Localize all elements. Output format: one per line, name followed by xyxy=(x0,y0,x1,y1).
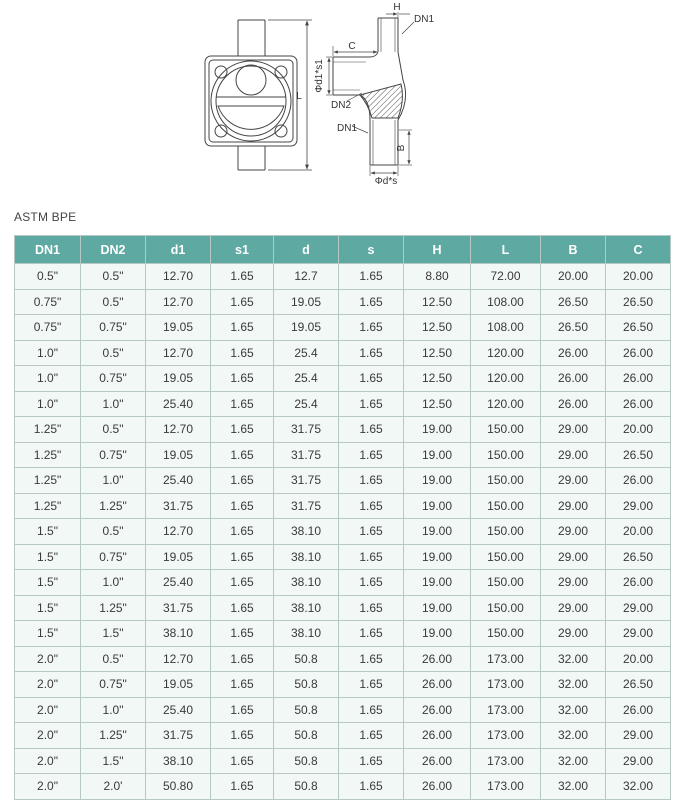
cell-s: 1.65 xyxy=(339,442,404,468)
cell-l: 173.00 xyxy=(471,748,541,774)
table-row xyxy=(15,697,671,723)
header-s: s xyxy=(339,236,404,264)
table-title: ASTM BPE xyxy=(14,210,77,224)
cell-d1: 25.40 xyxy=(146,570,211,596)
cell-c: 20.00 xyxy=(606,264,671,290)
cell-dn1: 2.0" xyxy=(15,697,81,723)
table-row xyxy=(15,646,671,672)
table-row xyxy=(15,468,671,494)
cell-d: 12.7 xyxy=(274,264,339,290)
cell-d1: 12.70 xyxy=(146,264,211,290)
cell-dn2: 1.25" xyxy=(81,493,146,519)
cell-h: 26.00 xyxy=(404,774,471,800)
table-row xyxy=(15,315,671,341)
cell-s1: 1.65 xyxy=(211,621,274,647)
dimension-table xyxy=(14,235,671,800)
cell-dn2: 1.0" xyxy=(81,570,146,596)
cell-d1: 31.75 xyxy=(146,595,211,621)
dimension-label-d-s: Φd*s xyxy=(374,176,398,187)
cell-d: 38.10 xyxy=(274,621,339,647)
cell-b: 29.00 xyxy=(541,570,606,596)
cell-s1: 1.65 xyxy=(211,264,274,290)
cell-c: 26.00 xyxy=(606,570,671,596)
cell-l: 72.00 xyxy=(471,264,541,290)
cell-s: 1.65 xyxy=(339,774,404,800)
cell-dn2: 0.5" xyxy=(81,340,146,366)
cell-h: 8.80 xyxy=(404,264,471,290)
cell-dn2: 1.0" xyxy=(81,468,146,494)
cell-h: 19.00 xyxy=(404,519,471,545)
cell-s1: 1.65 xyxy=(211,468,274,494)
cell-s: 1.65 xyxy=(339,595,404,621)
cell-h: 19.00 xyxy=(404,417,471,443)
cell-s: 1.65 xyxy=(339,315,404,341)
cell-l: 150.00 xyxy=(471,570,541,596)
cell-dn1: 1.25" xyxy=(15,493,81,519)
cell-dn2: 1.0" xyxy=(81,697,146,723)
table-row xyxy=(15,289,671,315)
cell-b: 29.00 xyxy=(541,442,606,468)
cell-c: 29.00 xyxy=(606,723,671,749)
header-dn2: DN2 xyxy=(81,236,146,264)
cell-l: 150.00 xyxy=(471,519,541,545)
cell-d: 25.4 xyxy=(274,391,339,417)
cell-dn2: 2.0' xyxy=(81,774,146,800)
cell-h: 26.00 xyxy=(404,672,471,698)
cell-d: 25.4 xyxy=(274,366,339,392)
cell-b: 29.00 xyxy=(541,544,606,570)
cell-d: 38.10 xyxy=(274,544,339,570)
cell-c: 20.00 xyxy=(606,519,671,545)
label-dn1-top: DN1 xyxy=(414,14,435,25)
cell-h: 12.50 xyxy=(404,366,471,392)
cell-c: 26.50 xyxy=(606,442,671,468)
cell-l: 150.00 xyxy=(471,468,541,494)
cell-d1: 19.05 xyxy=(146,544,211,570)
cell-b: 26.50 xyxy=(541,289,606,315)
cell-dn1: 1.25" xyxy=(15,468,81,494)
cell-c: 26.50 xyxy=(606,544,671,570)
table-row xyxy=(15,748,671,774)
cell-s: 1.65 xyxy=(339,621,404,647)
table-body xyxy=(15,264,671,800)
cell-l: 150.00 xyxy=(471,417,541,443)
cell-s1: 1.65 xyxy=(211,366,274,392)
cell-d: 31.75 xyxy=(274,468,339,494)
table-row xyxy=(15,672,671,698)
cell-h: 26.00 xyxy=(404,723,471,749)
table-row xyxy=(15,391,671,417)
cell-h: 12.50 xyxy=(404,289,471,315)
cell-s1: 1.65 xyxy=(211,570,274,596)
cell-b: 29.00 xyxy=(541,417,606,443)
cell-d1: 31.75 xyxy=(146,723,211,749)
header-dn1: DN1 xyxy=(15,236,81,264)
dimension-label-b: B xyxy=(396,144,407,152)
cell-s1: 1.65 xyxy=(211,646,274,672)
cell-c: 26.00 xyxy=(606,697,671,723)
cell-b: 26.00 xyxy=(541,366,606,392)
cell-l: 120.00 xyxy=(471,340,541,366)
cell-b: 32.00 xyxy=(541,748,606,774)
cell-c: 26.00 xyxy=(606,340,671,366)
cell-d: 31.75 xyxy=(274,493,339,519)
cell-d1: 38.10 xyxy=(146,748,211,774)
cell-d1: 19.05 xyxy=(146,442,211,468)
cell-c: 26.50 xyxy=(606,315,671,341)
cell-b: 29.00 xyxy=(541,468,606,494)
cell-b: 26.00 xyxy=(541,340,606,366)
cell-h: 19.00 xyxy=(404,570,471,596)
dimension-label-d1-s1: Φd1*s1 xyxy=(314,59,325,93)
table-row xyxy=(15,442,671,468)
table-row xyxy=(15,519,671,545)
cell-l: 150.00 xyxy=(471,595,541,621)
cell-l: 108.00 xyxy=(471,315,541,341)
label-dn2: DN2 xyxy=(331,100,352,111)
cell-s: 1.65 xyxy=(339,570,404,596)
cell-dn1: 1.25" xyxy=(15,417,81,443)
cell-c: 20.00 xyxy=(606,417,671,443)
cell-b: 29.00 xyxy=(541,621,606,647)
cell-h: 19.00 xyxy=(404,493,471,519)
cell-d: 31.75 xyxy=(274,417,339,443)
cell-dn1: 0.5" xyxy=(15,264,81,290)
cell-s1: 1.65 xyxy=(211,723,274,749)
header-b: B xyxy=(541,236,606,264)
cell-h: 19.00 xyxy=(404,442,471,468)
cell-c: 26.00 xyxy=(606,391,671,417)
cell-s1: 1.65 xyxy=(211,391,274,417)
cell-l: 173.00 xyxy=(471,672,541,698)
cell-h: 19.00 xyxy=(404,468,471,494)
cell-h: 12.50 xyxy=(404,315,471,341)
cell-d1: 38.10 xyxy=(146,621,211,647)
cell-l: 173.00 xyxy=(471,646,541,672)
cell-s: 1.65 xyxy=(339,417,404,443)
table-row xyxy=(15,570,671,596)
cell-s1: 1.65 xyxy=(211,493,274,519)
cell-d1: 19.05 xyxy=(146,315,211,341)
label-dn1-bottom: DN1 xyxy=(337,123,358,134)
cell-d1: 12.70 xyxy=(146,519,211,545)
cell-d1: 12.70 xyxy=(146,646,211,672)
cell-dn2: 0.5" xyxy=(81,289,146,315)
cell-h: 26.00 xyxy=(404,646,471,672)
cell-s1: 1.65 xyxy=(211,672,274,698)
cell-s: 1.65 xyxy=(339,493,404,519)
header-d1: d1 xyxy=(146,236,211,264)
cell-d: 38.10 xyxy=(274,519,339,545)
cell-dn1: 1.0" xyxy=(15,340,81,366)
cell-s: 1.65 xyxy=(339,468,404,494)
cell-dn1: 0.75" xyxy=(15,315,81,341)
cell-l: 150.00 xyxy=(471,544,541,570)
cell-dn2: 0.5" xyxy=(81,417,146,443)
cell-l: 173.00 xyxy=(471,697,541,723)
cell-d1: 25.40 xyxy=(146,468,211,494)
cell-l: 173.00 xyxy=(471,774,541,800)
cell-d: 19.05 xyxy=(274,289,339,315)
dimension-label-h: H xyxy=(393,2,401,13)
cell-dn2: 0.5" xyxy=(81,519,146,545)
cell-b: 20.00 xyxy=(541,264,606,290)
cell-d: 31.75 xyxy=(274,442,339,468)
cell-l: 150.00 xyxy=(471,442,541,468)
cell-s: 1.65 xyxy=(339,519,404,545)
cell-s: 1.65 xyxy=(339,340,404,366)
cell-d1: 19.05 xyxy=(146,672,211,698)
cell-b: 32.00 xyxy=(541,723,606,749)
cell-l: 120.00 xyxy=(471,391,541,417)
cell-b: 29.00 xyxy=(541,595,606,621)
table-header xyxy=(15,236,671,264)
cell-d1: 19.05 xyxy=(146,366,211,392)
cell-h: 12.50 xyxy=(404,391,471,417)
cell-dn2: 1.0" xyxy=(81,391,146,417)
cell-h: 19.00 xyxy=(404,544,471,570)
cell-c: 29.00 xyxy=(606,493,671,519)
cell-s1: 1.65 xyxy=(211,442,274,468)
header-row xyxy=(15,236,671,264)
cell-h: 19.00 xyxy=(404,595,471,621)
dimension-label-l: L xyxy=(296,91,302,102)
header-h: H xyxy=(404,236,471,264)
cell-dn2: 0.5" xyxy=(81,264,146,290)
cell-c: 26.50 xyxy=(606,289,671,315)
dimension-label-c: C xyxy=(348,41,356,52)
cell-dn1: 1.5" xyxy=(15,595,81,621)
cell-s1: 1.65 xyxy=(211,519,274,545)
header-c: C xyxy=(606,236,671,264)
cell-d: 50.8 xyxy=(274,697,339,723)
table-row xyxy=(15,493,671,519)
cell-d: 19.05 xyxy=(274,315,339,341)
cell-h: 26.00 xyxy=(404,748,471,774)
cell-dn2: 0.75" xyxy=(81,442,146,468)
cell-l: 150.00 xyxy=(471,493,541,519)
cell-dn1: 1.5" xyxy=(15,621,81,647)
cell-l: 150.00 xyxy=(471,621,541,647)
cell-h: 12.50 xyxy=(404,340,471,366)
cell-d1: 31.75 xyxy=(146,493,211,519)
cell-dn1: 1.5" xyxy=(15,570,81,596)
cell-dn1: 1.5" xyxy=(15,519,81,545)
cell-dn2: 0.75" xyxy=(81,366,146,392)
cell-dn1: 2.0" xyxy=(15,672,81,698)
table-row xyxy=(15,264,671,290)
cell-b: 32.00 xyxy=(541,774,606,800)
cell-dn1: 1.0" xyxy=(15,391,81,417)
cell-s: 1.65 xyxy=(339,289,404,315)
cell-dn2: 0.75" xyxy=(81,672,146,698)
cell-dn1: 1.25" xyxy=(15,442,81,468)
cell-d: 25.4 xyxy=(274,340,339,366)
cell-b: 26.00 xyxy=(541,391,606,417)
cell-b: 26.50 xyxy=(541,315,606,341)
cell-b: 29.00 xyxy=(541,519,606,545)
technical-drawing xyxy=(0,0,683,200)
cell-d: 50.8 xyxy=(274,774,339,800)
cell-dn2: 1.25" xyxy=(81,595,146,621)
cell-s: 1.65 xyxy=(339,672,404,698)
cell-dn1: 2.0" xyxy=(15,646,81,672)
table-row xyxy=(15,774,671,800)
cell-s1: 1.65 xyxy=(211,315,274,341)
cell-b: 32.00 xyxy=(541,672,606,698)
cell-c: 26.00 xyxy=(606,366,671,392)
cell-dn1: 0.75" xyxy=(15,289,81,315)
cell-dn2: 1.5" xyxy=(81,748,146,774)
cell-s: 1.65 xyxy=(339,366,404,392)
cell-dn1: 2.0" xyxy=(15,723,81,749)
cell-s1: 1.65 xyxy=(211,774,274,800)
cell-l: 120.00 xyxy=(471,366,541,392)
cell-d1: 12.70 xyxy=(146,289,211,315)
header-d: d xyxy=(274,236,339,264)
cell-c: 26.00 xyxy=(606,468,671,494)
header-l: L xyxy=(471,236,541,264)
cell-s: 1.65 xyxy=(339,748,404,774)
cell-s1: 1.65 xyxy=(211,340,274,366)
cell-dn1: 2.0" xyxy=(15,774,81,800)
cell-s: 1.65 xyxy=(339,646,404,672)
cell-s1: 1.65 xyxy=(211,748,274,774)
cell-dn1: 1.5" xyxy=(15,544,81,570)
table-row xyxy=(15,340,671,366)
cell-dn1: 1.0" xyxy=(15,366,81,392)
cell-h: 19.00 xyxy=(404,621,471,647)
cell-dn2: 0.75" xyxy=(81,544,146,570)
cell-c: 26.50 xyxy=(606,672,671,698)
cell-l: 108.00 xyxy=(471,289,541,315)
cell-s1: 1.65 xyxy=(211,697,274,723)
cell-d: 50.8 xyxy=(274,672,339,698)
cell-d1: 50.80 xyxy=(146,774,211,800)
cell-dn2: 0.5" xyxy=(81,646,146,672)
cell-s1: 1.65 xyxy=(211,544,274,570)
cell-d1: 12.70 xyxy=(146,340,211,366)
cell-d: 50.8 xyxy=(274,748,339,774)
cell-s: 1.65 xyxy=(339,391,404,417)
cell-s: 1.65 xyxy=(339,544,404,570)
cell-s1: 1.65 xyxy=(211,595,274,621)
cell-d1: 12.70 xyxy=(146,417,211,443)
table-row xyxy=(15,595,671,621)
cell-b: 32.00 xyxy=(541,697,606,723)
cell-dn2: 0.75" xyxy=(81,315,146,341)
cell-d: 50.8 xyxy=(274,646,339,672)
table-row xyxy=(15,366,671,392)
cell-b: 29.00 xyxy=(541,493,606,519)
cell-s: 1.65 xyxy=(339,723,404,749)
cell-c: 29.00 xyxy=(606,748,671,774)
cell-s: 1.65 xyxy=(339,697,404,723)
cell-d: 38.10 xyxy=(274,595,339,621)
cell-d1: 25.40 xyxy=(146,697,211,723)
cell-l: 173.00 xyxy=(471,723,541,749)
cell-c: 29.00 xyxy=(606,621,671,647)
table-row xyxy=(15,417,671,443)
cell-s1: 1.65 xyxy=(211,289,274,315)
cell-dn2: 1.5" xyxy=(81,621,146,647)
cell-h: 26.00 xyxy=(404,697,471,723)
cell-dn1: 2.0" xyxy=(15,748,81,774)
header-s1: s1 xyxy=(211,236,274,264)
cell-s: 1.65 xyxy=(339,264,404,290)
cell-c: 32.00 xyxy=(606,774,671,800)
cell-c: 29.00 xyxy=(606,595,671,621)
cell-b: 32.00 xyxy=(541,646,606,672)
cell-dn2: 1.25" xyxy=(81,723,146,749)
cell-d: 50.8 xyxy=(274,723,339,749)
cell-s1: 1.65 xyxy=(211,417,274,443)
cell-d1: 25.40 xyxy=(146,391,211,417)
table-row xyxy=(15,723,671,749)
cell-d: 38.10 xyxy=(274,570,339,596)
table-row xyxy=(15,544,671,570)
cell-c: 20.00 xyxy=(606,646,671,672)
table-row xyxy=(15,621,671,647)
